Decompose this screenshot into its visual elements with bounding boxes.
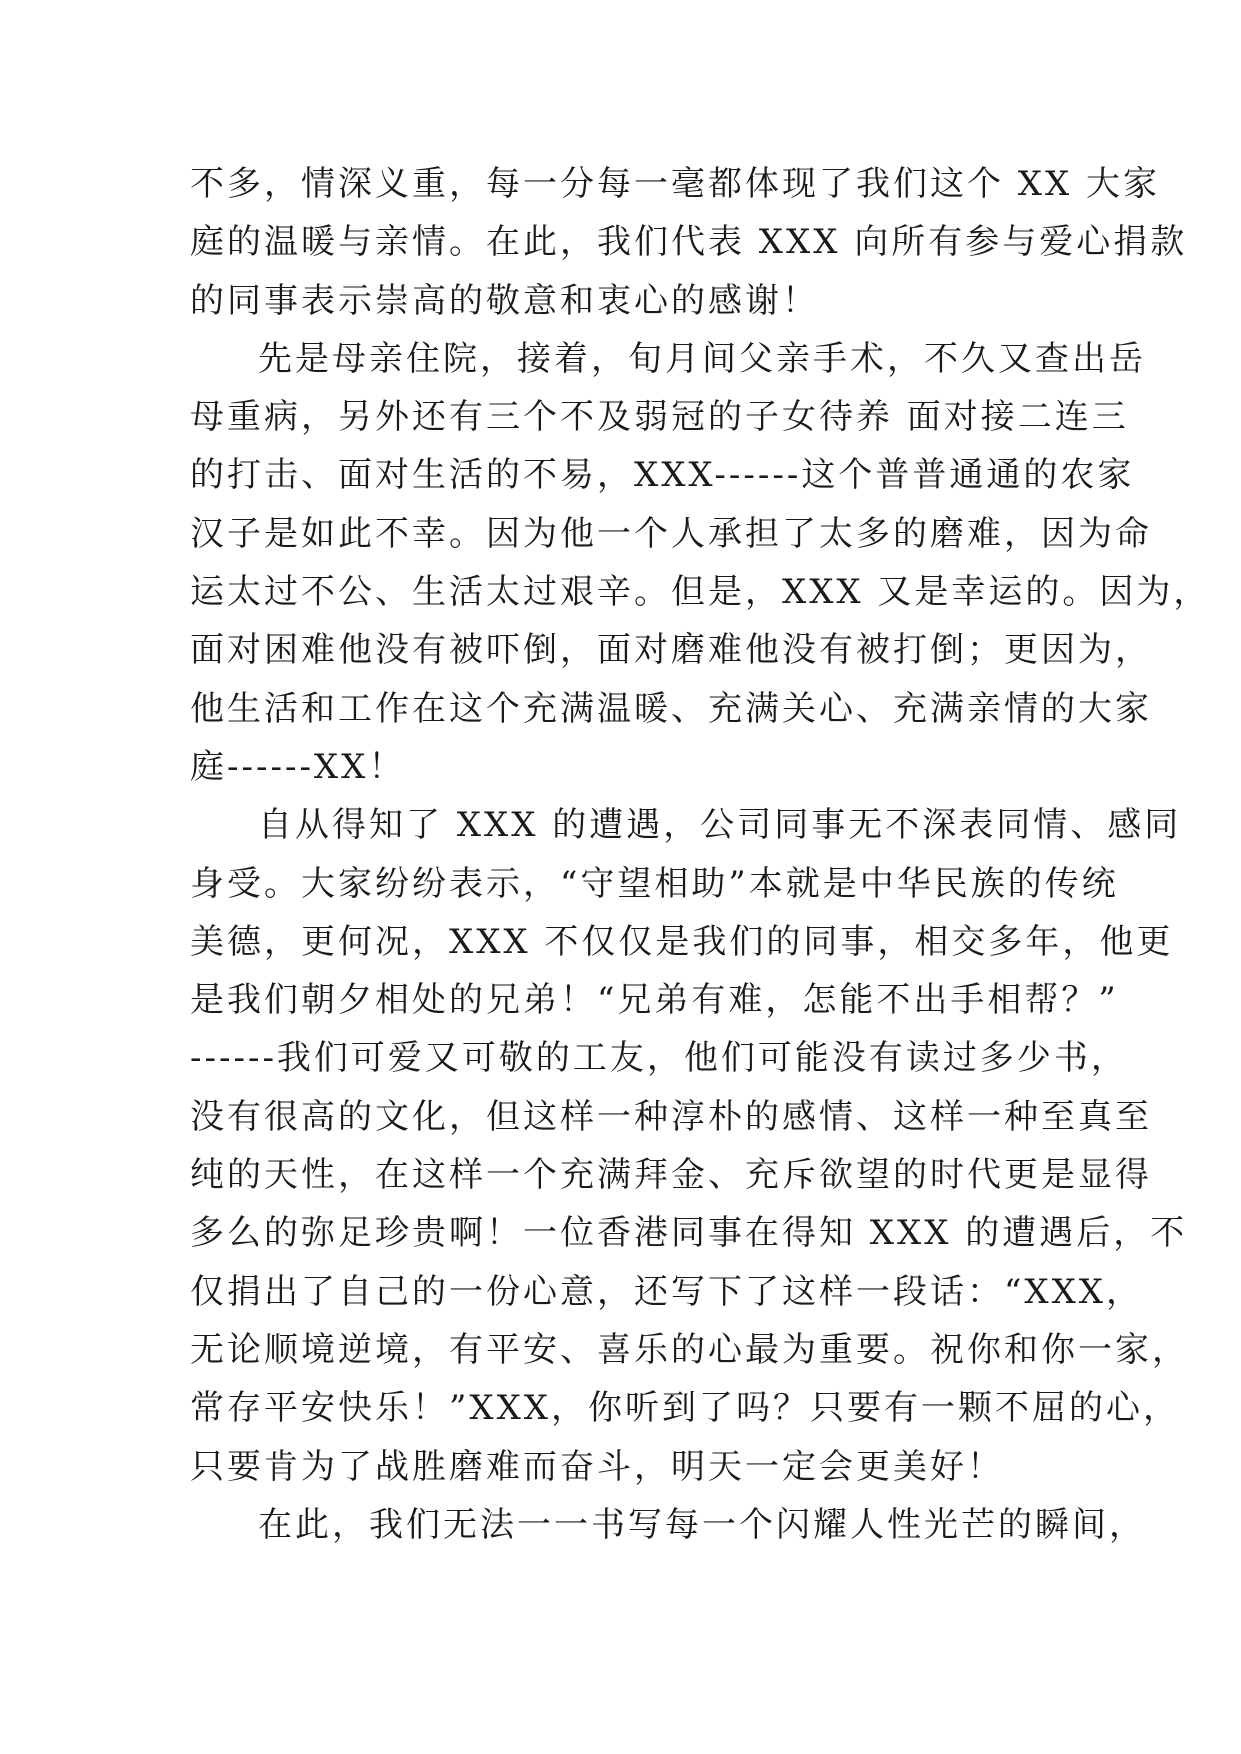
text-line: 没有很高的文化，但这样一种淳朴的感情、这样一种至真至 (190, 1096, 1152, 1137)
text-line: 美德，更何况，XXX 不仅仅是我们的同事，相交多年，他更 (190, 921, 1174, 962)
text-line: 身受。大家纷纷表示，“守望相助”本就是中华民族的传统 (190, 863, 1119, 904)
text-line: 他生活和工作在这个充满温暖、充满关心、充满亲情的大家 (190, 688, 1152, 729)
text-line: 是我们朝夕相处的兄弟！“兄弟有难，怎能不出手相帮？” (190, 980, 1119, 1021)
text-line: 汉子是如此不幸。因为他一个人承担了太多的磨难，因为命 (190, 513, 1152, 554)
text-line: 多么的弥足珍贵啊！一位香港同事在得知 XXX 的遭遇后，不 (190, 1213, 1188, 1254)
text-line: 面对困难他没有被吓倒，面对磨难他没有被打倒；更因为， (190, 630, 1152, 671)
text-line: 的打击、面对生活的不易，XXX------这个普普通通的农家 (190, 455, 1135, 496)
text-line: 无论顺境逆境，有平安、喜乐的心最为重要。祝你和你一家， (190, 1329, 1189, 1370)
text-line: 庭------XX！ (190, 746, 406, 787)
text-line: 的同事表示崇高的敬意和衷心的感谢！ (190, 280, 819, 321)
text-line: 仅捐出了自己的一份心意，还写下了这样一段话：“XXX， (190, 1271, 1143, 1312)
text-line: 运太过不公、生活太过艰辛。但是，XXX 又是幸运的。因为， (190, 572, 1211, 613)
text-line: 常存平安快乐！”XXX，你听到了吗？只要有一颗不屈的心， (190, 1388, 1180, 1429)
text-line: ------我们可爱又可敬的工友，他们可能没有读过多少书， (190, 1038, 1128, 1079)
text-line: 不多，情深义重，每一分每一毫都体现了我们这个 XX 大家 (190, 164, 1161, 204)
text-line: 庭的温暖与亲情。在此，我们代表 XXX 向所有参与爱心捐款 (190, 222, 1188, 263)
text-line: 只要肯为了战胜磨难而奋斗，明天一定会更美好！ (190, 1446, 1004, 1487)
paragraph-start-line: 先是母亲住院，接着，旬月间父亲手术，不久又查出岳 (258, 338, 1146, 379)
paragraph-start-line: 在此，我们无法一一书写每一个闪耀人性光芒的瞬间， (258, 1504, 1146, 1545)
body-text (190, 155, 1211, 1554)
text-line: 纯的天性，在这样一个充满拜金、充斥欲望的时代更是显得 (190, 1155, 1152, 1196)
paragraph-start-line: 自从得知了 XXX 的遭遇，公司同事无不深表同情、感同 (258, 805, 1182, 846)
text-line: 母重病，另外还有三个不及弱冠的子女待养 面对接二连三 (190, 397, 1129, 438)
